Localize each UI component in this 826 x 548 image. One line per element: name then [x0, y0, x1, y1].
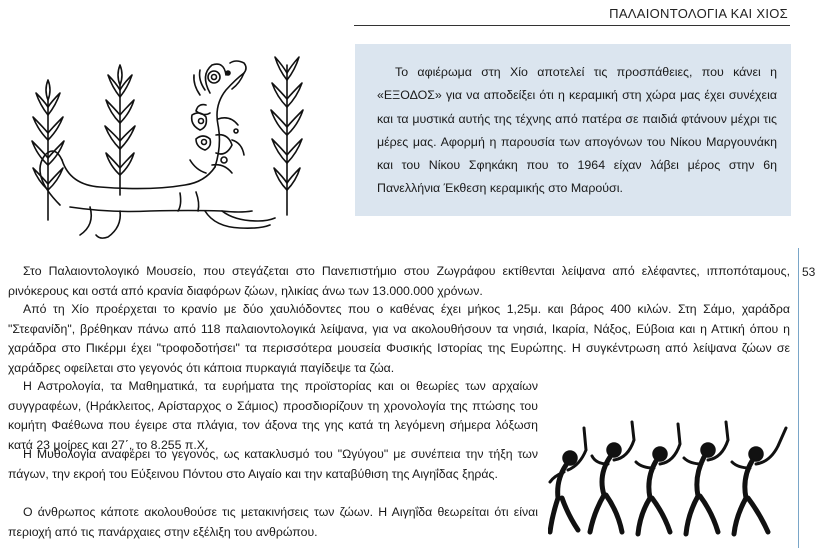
body-paragraph: Από τη Χίο προέρχεται το κρανίο με δύο χαυλιόδοντες που ο καθένας έχει μήκος 1,25μ. και βάρος 400 κιλών. Στη Σάμο, χαράδρα "Στεφανίδη", βρέθηκαν πάνω από 118 παλαιοντολογικά λείψανα, για να ακολουθήσουν τα νησιά, Ικαρία, Νάξος, Εύβοια και η Αττική όπου η χαράδρα στο Πικέρμι έχει "τροφοδοτήσει" τα περισσότερα μουσεία Φυσικής Ιστορίας της Ευρώπης. Η συγκέντρωση από λείψανα ζώων σε χαράδρες οφείλεται στο γεγονός ότι κάποια πυρκαγιά παγίδεψε τα ζώα. [8, 302, 790, 375]
header-divider [354, 25, 790, 26]
dancing-figures-illustration [548, 420, 792, 544]
griffin-illustration [0, 35, 350, 245]
page-header-title: ΠΑΛΑΙΟΝΤΟΛΟΓΙΑ ΚΑΙ ΧΙΟΣ [609, 6, 788, 21]
body-paragraph: Η Αστρολογία, τα Μαθηματικά, τα ευρήματα της προϊστορίας και οι θεωρίες των αρχαίων συγγραφέων, (Ηράκλειτος, Αρίσταρχος ο Σάμιος) προσδιορίζουν τη χρονολογία της πτώσης του κομήτη Φαέθωνα που έγειρε στα πλάγια, τον άξονα της γης κατά τη λεγόμενη σήμερα λόξωση κατά 23 μοίρες και 27΄, το 8.255 π.Χ. [8, 379, 538, 452]
intro-callout-text: Το αφιέρωμα στη Χίο αποτελεί τις προσπάθειες, που κάνει η «ΕΞΟΔΟΣ» για να αποδείξει ότι η κεραμική στη χώρα μας έχει συνέχεια και τα μυστικά αυτής της τέχνης από πατέρα σε παιδιά φτάνουν μέχρι τις μέρες μας. Αφορμή η παρουσία των απογόνων του Νίκου Μαργουνάκη και του Νίκου Σφηκάκη που το 1964 είχαν λάβει μέρος στην 6η Πανελλήνια Έκθεση κεραμικής στο Μαρούσι. [377, 65, 777, 196]
body-paragraph: Η Μυθολογία αναφέρει το γεγονός, ως κατακλυσμό του "Ωγύγου" με συνέπεια την τήξη των πάγων, την εκροή του Εύξεινου Πόντου στο Αιγαίο και την καταβύθιση της Αιγηΐδας ξηράς. [8, 447, 538, 481]
page-edge-rule [798, 248, 799, 548]
body-paragraph: Στο Παλαιοντολογικό Μουσείο, που στεγάζεται στο Πανεπιστήμιο στου Ζωγράφου εκτίθενται λείψανα από ελέφαντες, ιπποπόταμους, ρινόκερους και οστά από κρανία διαφόρων ζώων, ηλικίας άνω των 13.000.000 χρόνων. [8, 264, 790, 298]
page-number: 53 [802, 265, 816, 279]
body-paragraph: Ο άνθρωπος κάποτε ακολουθούσε τις μετακινήσεις των ζώων. Η Αιγηΐδα θεωρείται ότι είναι περιοχή από τις πανάρχαιες στην εξέλιξη του ανθρώπου. [8, 505, 538, 539]
intro-callout-box [355, 44, 791, 216]
